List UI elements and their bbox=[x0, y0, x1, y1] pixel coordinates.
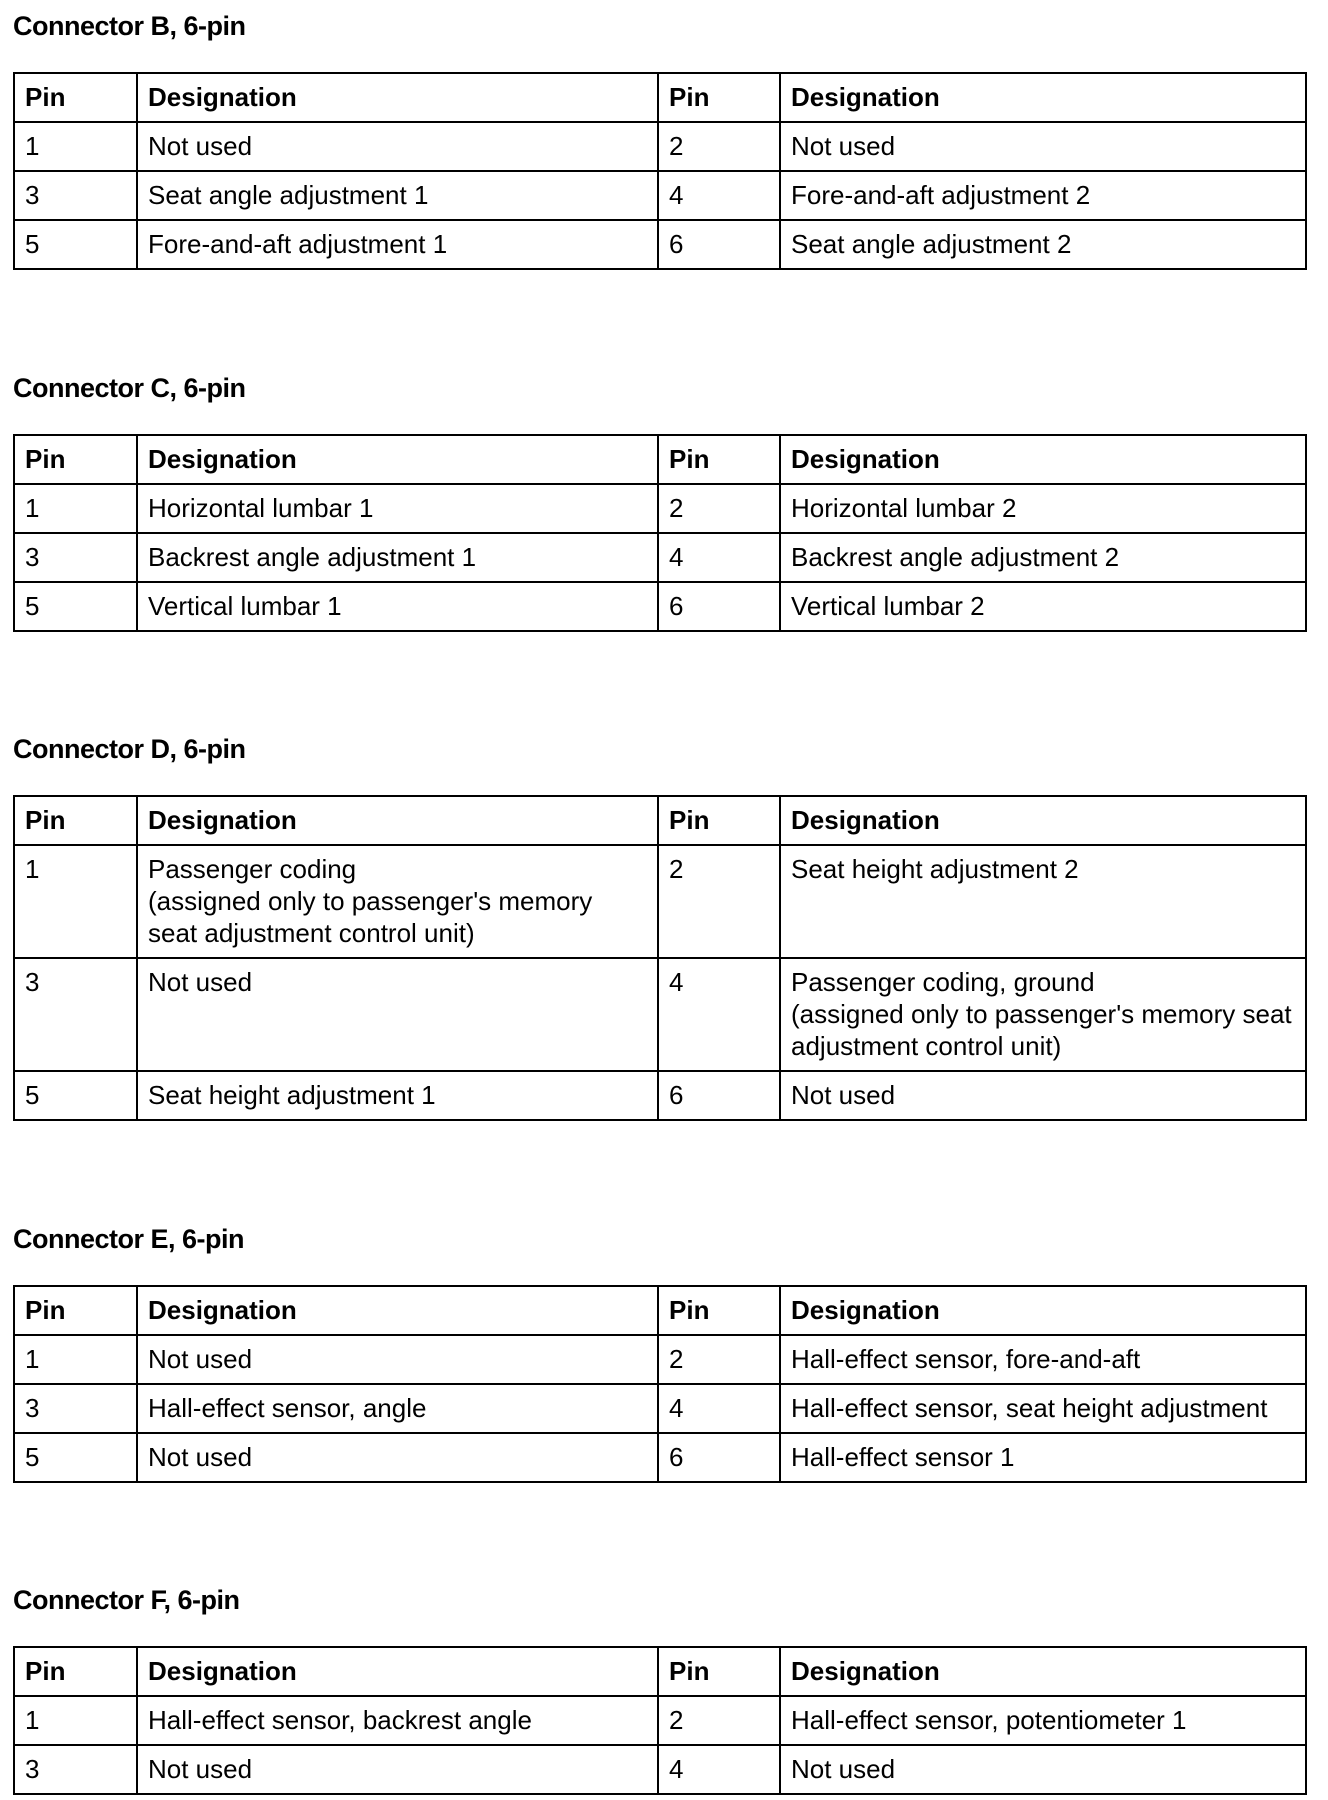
pin-cell: 2 bbox=[658, 1696, 780, 1745]
designation-note: (assigned only to passenger's memory seat adjustment control unit) bbox=[148, 886, 593, 948]
designation-cell: Backrest angle adjustment 2 bbox=[780, 533, 1306, 582]
designation-cell: Not used bbox=[137, 1433, 658, 1482]
pin-header: Pin bbox=[14, 1647, 137, 1696]
designation-cell: Not used bbox=[780, 1071, 1306, 1120]
designation-cell: Not used bbox=[137, 1335, 658, 1384]
pin-cell: 3 bbox=[14, 171, 137, 220]
pin-cell: 4 bbox=[658, 1384, 780, 1433]
pin-cell: 1 bbox=[14, 845, 137, 958]
connector-e-section bbox=[13, 1221, 1305, 1472]
designation-cell: Not used bbox=[780, 1745, 1306, 1794]
connector-d-table bbox=[13, 795, 1307, 1121]
pin-cell: 3 bbox=[14, 1384, 137, 1433]
pin-header: Pin bbox=[658, 1286, 780, 1335]
connector-c-table bbox=[13, 434, 1307, 632]
designation-cell: Vertical lumbar 2 bbox=[780, 582, 1306, 631]
table-row bbox=[14, 582, 1306, 631]
designation-cell: Hall-effect sensor, fore-and-aft bbox=[780, 1335, 1306, 1384]
designation-cell: Seat angle adjustment 1 bbox=[137, 171, 658, 220]
pin-cell: 3 bbox=[14, 1745, 137, 1794]
table-row bbox=[14, 533, 1306, 582]
pin-cell: 1 bbox=[14, 1335, 137, 1384]
designation-cell bbox=[137, 845, 658, 958]
designation-cell: Not used bbox=[137, 122, 658, 171]
pin-cell: 4 bbox=[658, 1745, 780, 1794]
designation-cell: Hall-effect sensor, potentiometer 1 bbox=[780, 1696, 1306, 1745]
designation-cell: Not used bbox=[137, 1745, 658, 1794]
pin-cell: 5 bbox=[14, 220, 137, 269]
connector-f-table bbox=[13, 1646, 1307, 1795]
connector-b-title: Connector B, 6-pin bbox=[13, 11, 246, 41]
designation-cell: Fore-and-aft adjustment 2 bbox=[780, 171, 1306, 220]
designation-header: Designation bbox=[137, 1647, 658, 1696]
table-header-row bbox=[14, 796, 1306, 845]
connector-d-title: Connector D, 6-pin bbox=[13, 734, 246, 764]
table-row bbox=[14, 845, 1306, 958]
designation-cell: Horizontal lumbar 1 bbox=[137, 484, 658, 533]
designation-header: Designation bbox=[780, 435, 1306, 484]
designation-cell: Hall-effect sensor, backrest angle bbox=[137, 1696, 658, 1745]
table-row bbox=[14, 122, 1306, 171]
designation-header: Designation bbox=[137, 796, 658, 845]
pin-cell: 6 bbox=[658, 1433, 780, 1482]
connector-e-title: Connector E, 6-pin bbox=[13, 1224, 245, 1254]
designation-cell: Hall-effect sensor, angle bbox=[137, 1384, 658, 1433]
pin-cell: 3 bbox=[14, 958, 137, 1071]
connector-f-section bbox=[13, 1582, 1305, 1784]
table-row bbox=[14, 1335, 1306, 1384]
pin-cell: 2 bbox=[658, 1335, 780, 1384]
table-row bbox=[14, 220, 1306, 269]
designation-text: Passenger coding bbox=[148, 854, 357, 884]
table-row bbox=[14, 171, 1306, 220]
pin-cell: 4 bbox=[658, 958, 780, 1071]
pin-cell: 6 bbox=[658, 220, 780, 269]
designation-header: Designation bbox=[780, 796, 1306, 845]
designation-header: Designation bbox=[137, 73, 658, 122]
pin-cell: 4 bbox=[658, 533, 780, 582]
pin-cell: 3 bbox=[14, 533, 137, 582]
pin-header: Pin bbox=[658, 796, 780, 845]
designation-header: Designation bbox=[137, 435, 658, 484]
designation-cell bbox=[780, 958, 1306, 1071]
connector-b-section bbox=[13, 8, 1305, 259]
designation-cell: Seat angle adjustment 2 bbox=[780, 220, 1306, 269]
table-header-row bbox=[14, 1286, 1306, 1335]
pin-cell: 6 bbox=[658, 582, 780, 631]
connector-c-title: Connector C, 6-pin bbox=[13, 373, 246, 403]
pin-cell: 4 bbox=[658, 171, 780, 220]
pin-cell: 1 bbox=[14, 484, 137, 533]
pin-header: Pin bbox=[658, 435, 780, 484]
pin-cell: 5 bbox=[14, 1071, 137, 1120]
pin-header: Pin bbox=[658, 73, 780, 122]
pin-cell: 2 bbox=[658, 845, 780, 958]
designation-cell: Vertical lumbar 1 bbox=[137, 582, 658, 631]
designation-cell: Hall-effect sensor, seat height adjustment bbox=[780, 1384, 1306, 1433]
pin-header: Pin bbox=[14, 435, 137, 484]
designation-cell: Not used bbox=[780, 122, 1306, 171]
table-row bbox=[14, 1745, 1306, 1794]
designation-text: Passenger coding, ground bbox=[791, 967, 1095, 997]
pin-header: Pin bbox=[14, 796, 137, 845]
pin-header: Pin bbox=[14, 1286, 137, 1335]
table-row bbox=[14, 1384, 1306, 1433]
designation-header: Designation bbox=[137, 1286, 658, 1335]
pin-cell: 5 bbox=[14, 1433, 137, 1482]
designation-cell: Fore-and-aft adjustment 1 bbox=[137, 220, 658, 269]
connector-c-section bbox=[13, 370, 1305, 621]
designation-cell: Seat height adjustment 2 bbox=[780, 845, 1306, 958]
pin-cell: 1 bbox=[14, 122, 137, 171]
pin-cell: 5 bbox=[14, 582, 137, 631]
designation-cell: Hall-effect sensor 1 bbox=[780, 1433, 1306, 1482]
pin-cell: 6 bbox=[658, 1071, 780, 1120]
designation-cell: Horizontal lumbar 2 bbox=[780, 484, 1306, 533]
table-row bbox=[14, 1433, 1306, 1482]
pin-cell: 2 bbox=[658, 484, 780, 533]
connector-b-table bbox=[13, 72, 1307, 270]
table-row bbox=[14, 1071, 1306, 1120]
pin-header: Pin bbox=[14, 73, 137, 122]
connector-f-title: Connector F, 6-pin bbox=[13, 1585, 240, 1615]
table-header-row bbox=[14, 73, 1306, 122]
pin-header: Pin bbox=[658, 1647, 780, 1696]
table-row bbox=[14, 958, 1306, 1071]
pin-cell: 1 bbox=[14, 1696, 137, 1745]
designation-cell: Not used bbox=[137, 958, 658, 1071]
designation-cell: Backrest angle adjustment 1 bbox=[137, 533, 658, 582]
designation-header: Designation bbox=[780, 73, 1306, 122]
designation-cell: Seat height adjustment 1 bbox=[137, 1071, 658, 1120]
designation-header: Designation bbox=[780, 1286, 1306, 1335]
designation-header: Designation bbox=[780, 1647, 1306, 1696]
connector-e-table bbox=[13, 1285, 1307, 1483]
designation-note: (assigned only to passenger's memory seat adjustment control unit) bbox=[791, 999, 1292, 1061]
table-header-row bbox=[14, 1647, 1306, 1696]
table-row bbox=[14, 1696, 1306, 1745]
table-row bbox=[14, 484, 1306, 533]
pin-cell: 2 bbox=[658, 122, 780, 171]
table-header-row bbox=[14, 435, 1306, 484]
connector-d-section bbox=[13, 731, 1305, 1110]
